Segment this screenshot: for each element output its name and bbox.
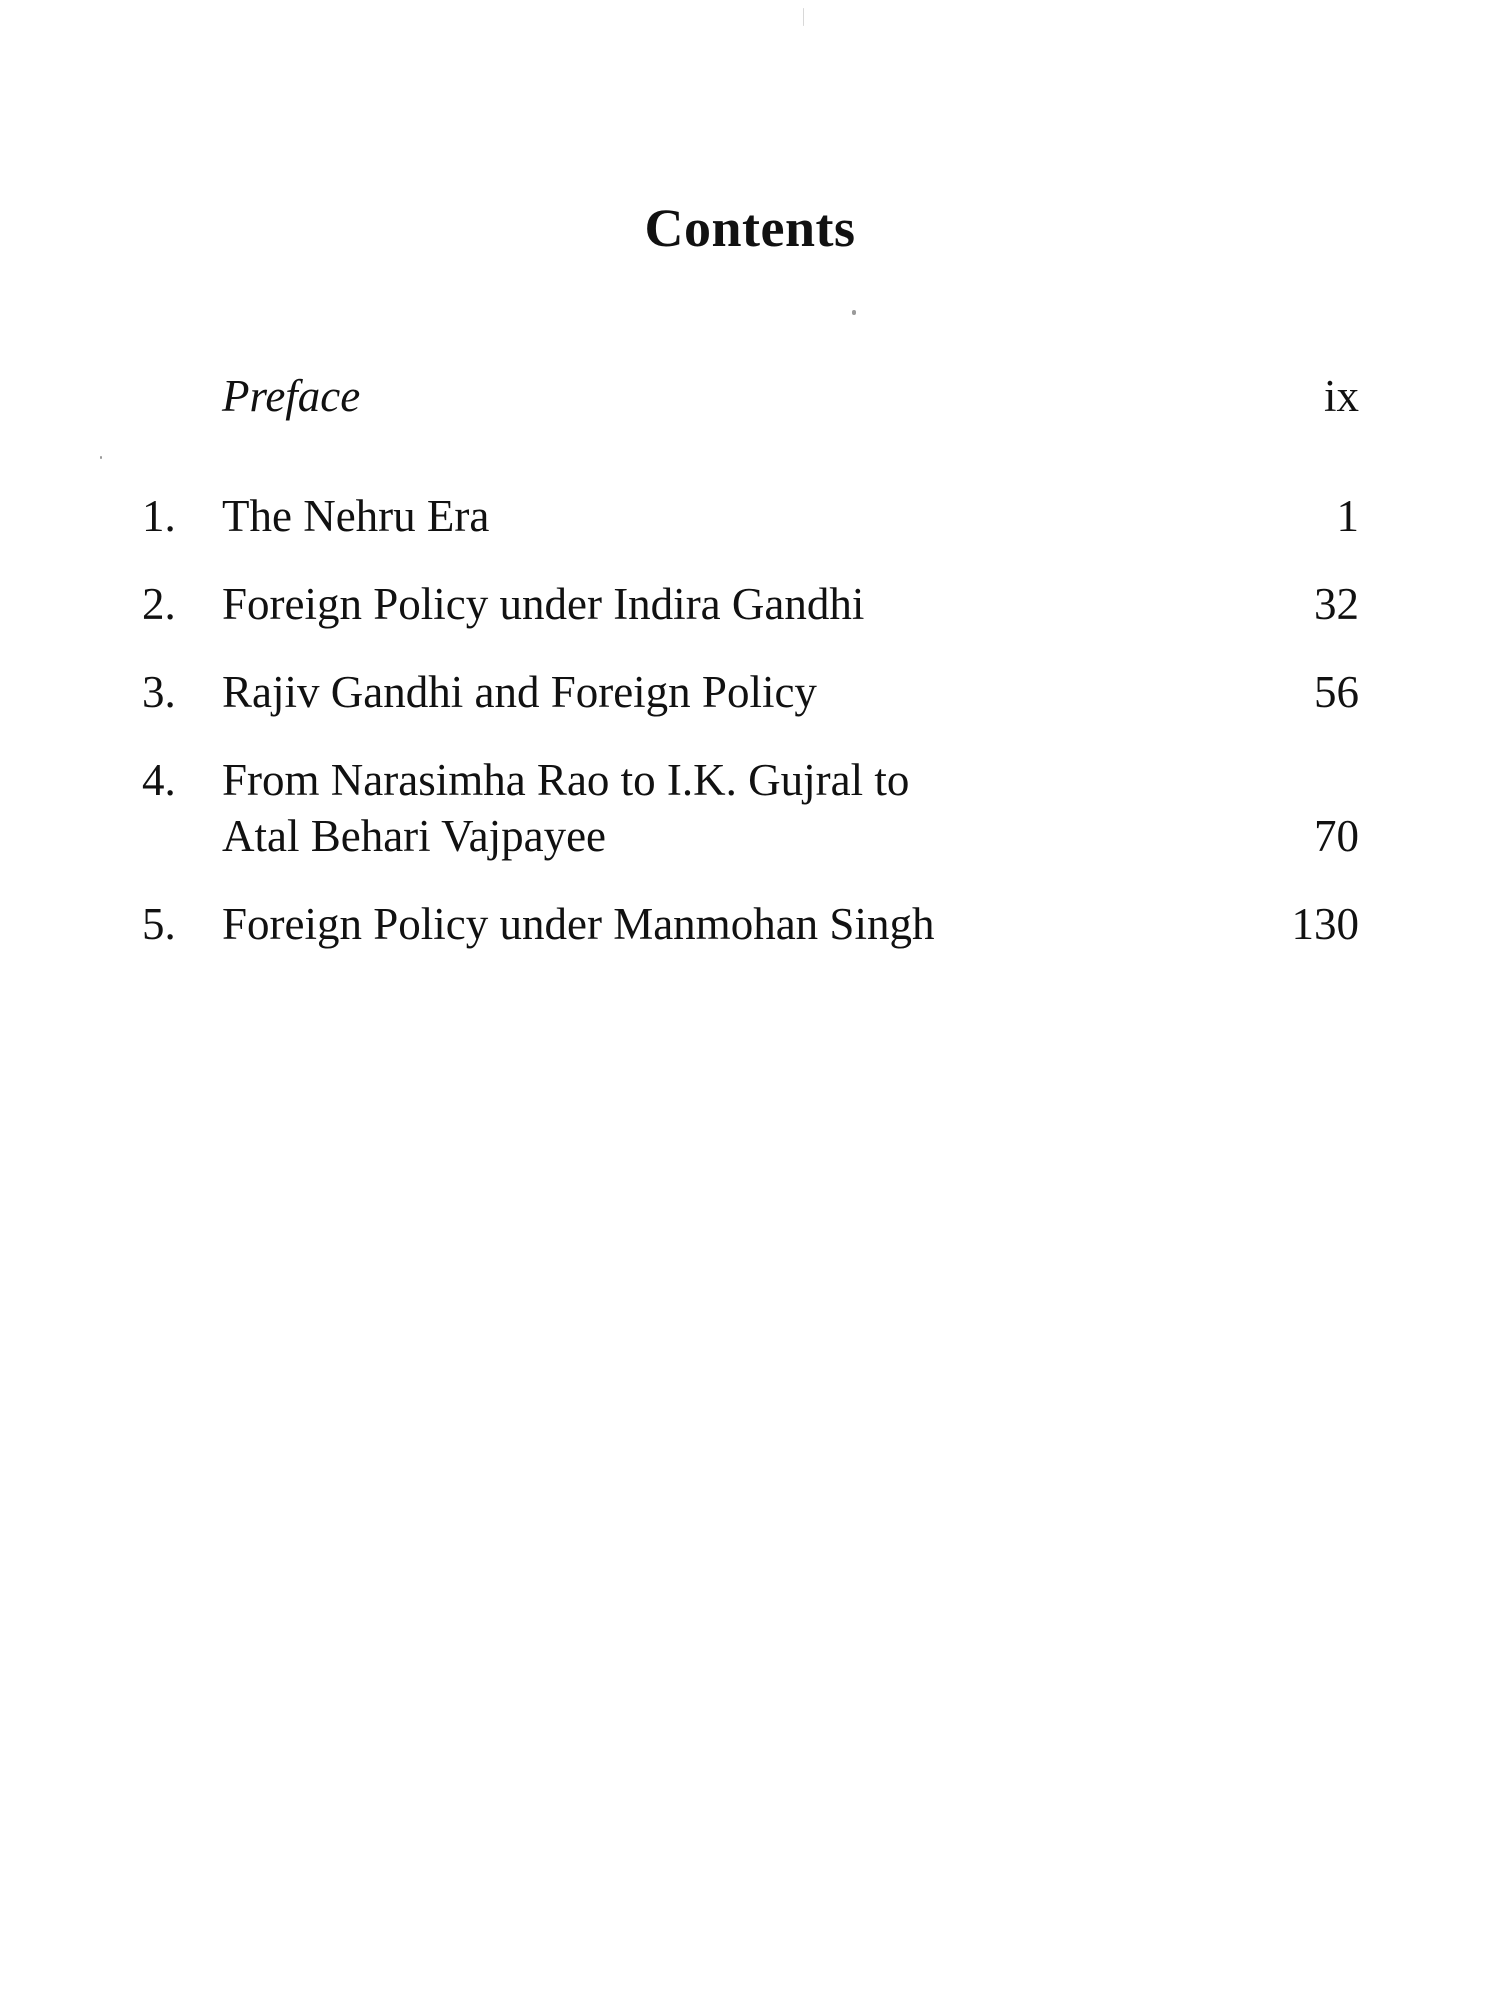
toc-entry-number: 2. (142, 579, 176, 629)
page-title: Contents (644, 198, 856, 258)
toc-entry-page: 130 (1291, 899, 1359, 949)
toc-entry-title: Rajiv Gandhi and Foreign Policy (222, 667, 817, 717)
toc-entry (0, 752, 1500, 864)
toc-entry-title: Foreign Policy under Manmohan Singh (222, 899, 935, 949)
toc-entry-number: 5. (142, 899, 176, 949)
toc-entry-title-line: Atal Behari Vajpayee (222, 811, 607, 861)
scan-speck (852, 310, 856, 315)
toc-entry-page: 1 (1336, 491, 1359, 541)
toc-entry-page: 56 (1314, 667, 1359, 717)
toc-entry-title: The Nehru Era (222, 491, 490, 541)
scan-speck (803, 8, 804, 26)
toc-entry-page: ix (1323, 371, 1359, 421)
toc-entry-title-line: From Narasimha Rao to I.K. Gujral to (222, 755, 910, 805)
toc-entry-page: 70 (1314, 811, 1359, 861)
toc-entry-number: 1. (142, 491, 176, 541)
toc-entry-title: Foreign Policy under Indira Gandhi (222, 579, 865, 629)
toc-entry-page: 32 (1314, 579, 1359, 629)
toc-entry-title: Preface (222, 371, 361, 421)
scan-speck (100, 456, 102, 459)
toc-entry-number: 4. (142, 755, 176, 805)
toc-entry-number: 3. (142, 667, 176, 717)
toc-entry-title (222, 752, 1222, 864)
